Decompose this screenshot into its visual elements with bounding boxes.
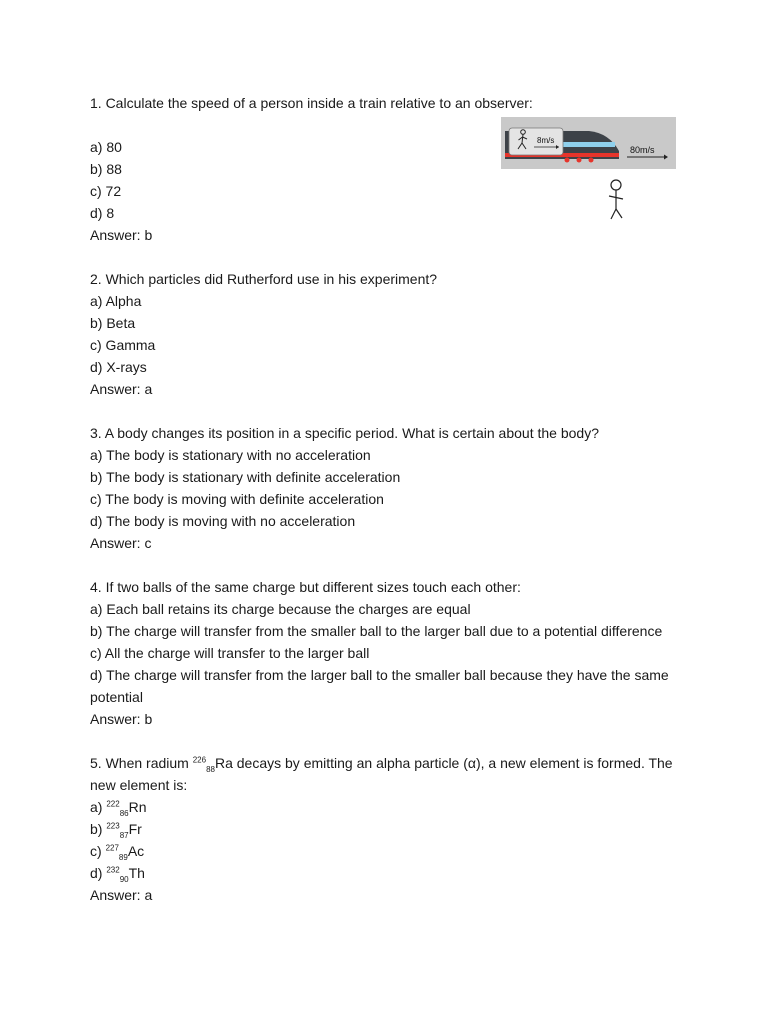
train-illustration xyxy=(501,117,676,229)
mass-number: 232 xyxy=(106,865,120,875)
observer-stick-figure-icon xyxy=(609,180,623,219)
question-4-option-a: a) Each ball retains its charge because the charges are equal xyxy=(90,601,471,617)
question-4-stem: 4. If two balls of the same charge but different sizes touch each other: xyxy=(90,579,521,595)
question-1-option-b: b) 88 xyxy=(90,161,122,177)
atomic-number: 89 xyxy=(118,852,128,862)
atomic-number: 87 xyxy=(119,830,129,840)
person-speed-label: 8m/s xyxy=(537,136,555,145)
mass-number: 223 xyxy=(106,821,120,831)
question-4-answer: Answer: b xyxy=(90,711,153,727)
option-letter: c) xyxy=(90,843,106,859)
question-5-option-a xyxy=(90,796,690,818)
element-symbol: Rn xyxy=(128,799,147,815)
option-letter: d) xyxy=(90,865,107,881)
question-5-option-d xyxy=(90,862,690,884)
question-5-option-c xyxy=(90,840,690,862)
element-symbol: Fr xyxy=(128,821,142,837)
option-letter: b) xyxy=(90,821,107,837)
question-4-option-c: c) All the charge will transfer to the larger ball xyxy=(90,645,370,661)
atomic-number: 86 xyxy=(119,808,129,818)
train-interior-panel xyxy=(509,128,563,155)
element-symbol: Ac xyxy=(127,843,145,859)
question-1-option-a: a) 80 xyxy=(90,139,122,155)
train-wheel xyxy=(565,158,570,163)
question-3-stem: 3. A body changes its position in a specific period. What is certain about the body? xyxy=(90,425,599,441)
mass-number: 227 xyxy=(105,843,119,853)
train-wheel xyxy=(589,158,594,163)
question-4-option-d: d) The charge will transfer from the larger ball to the smaller ball because they have the same potential xyxy=(90,667,669,705)
mass-number: 226 xyxy=(192,755,207,765)
question-1-option-c: c) 72 xyxy=(90,183,122,199)
question-5-stem xyxy=(90,752,690,796)
mass-number: 222 xyxy=(106,799,120,809)
question-2-option-a: a) Alpha xyxy=(90,293,142,309)
question-3-option-b: b) The body is stationary with definite acceleration xyxy=(90,469,401,485)
question-2-option-d: d) X-rays xyxy=(90,359,147,375)
train-window-strip xyxy=(557,142,615,147)
question-2-option-c: c) Gamma xyxy=(90,337,156,353)
question-2-stem: 2. Which particles did Rutherford use in his experiment? xyxy=(90,271,438,287)
question-5-stem-prefix: 5. When radium xyxy=(90,755,193,771)
question-3-option-d: d) The body is moving with no acceleration xyxy=(90,513,356,529)
question-1-answer: Answer: b xyxy=(90,227,153,243)
question-3-answer: Answer: c xyxy=(90,535,152,551)
question-1-option-d: d) 8 xyxy=(90,205,115,221)
element-symbol: Th xyxy=(128,865,145,881)
option-letter: a) xyxy=(90,799,107,815)
question-5-answer: Answer: a xyxy=(90,887,153,903)
train-speed-label: 80m/s xyxy=(630,145,655,155)
question-1-stem: 1. Calculate the speed of a person inside a train relative to an observer: xyxy=(90,95,533,111)
atomic-number: 90 xyxy=(119,874,129,884)
question-3-option-c: c) The body is moving with definite acceleration xyxy=(90,491,384,507)
question-3-option-a: a) The body is stationary with no acceleration xyxy=(90,447,371,463)
question-5-stem-suffix: Ra decays by emitting an alpha particle (α), a new element is formed. The new element is: xyxy=(90,755,673,793)
question-4-option-b: b) The charge will transfer from the smaller ball to the larger ball due to a potential difference xyxy=(90,623,663,639)
question-5-option-b xyxy=(90,818,690,840)
question-2-answer: Answer: a xyxy=(90,381,153,397)
train-wheel xyxy=(577,158,582,163)
question-2-option-b: b) Beta xyxy=(90,315,136,331)
train-figure xyxy=(501,117,676,229)
atomic-number: 88 xyxy=(206,764,215,774)
